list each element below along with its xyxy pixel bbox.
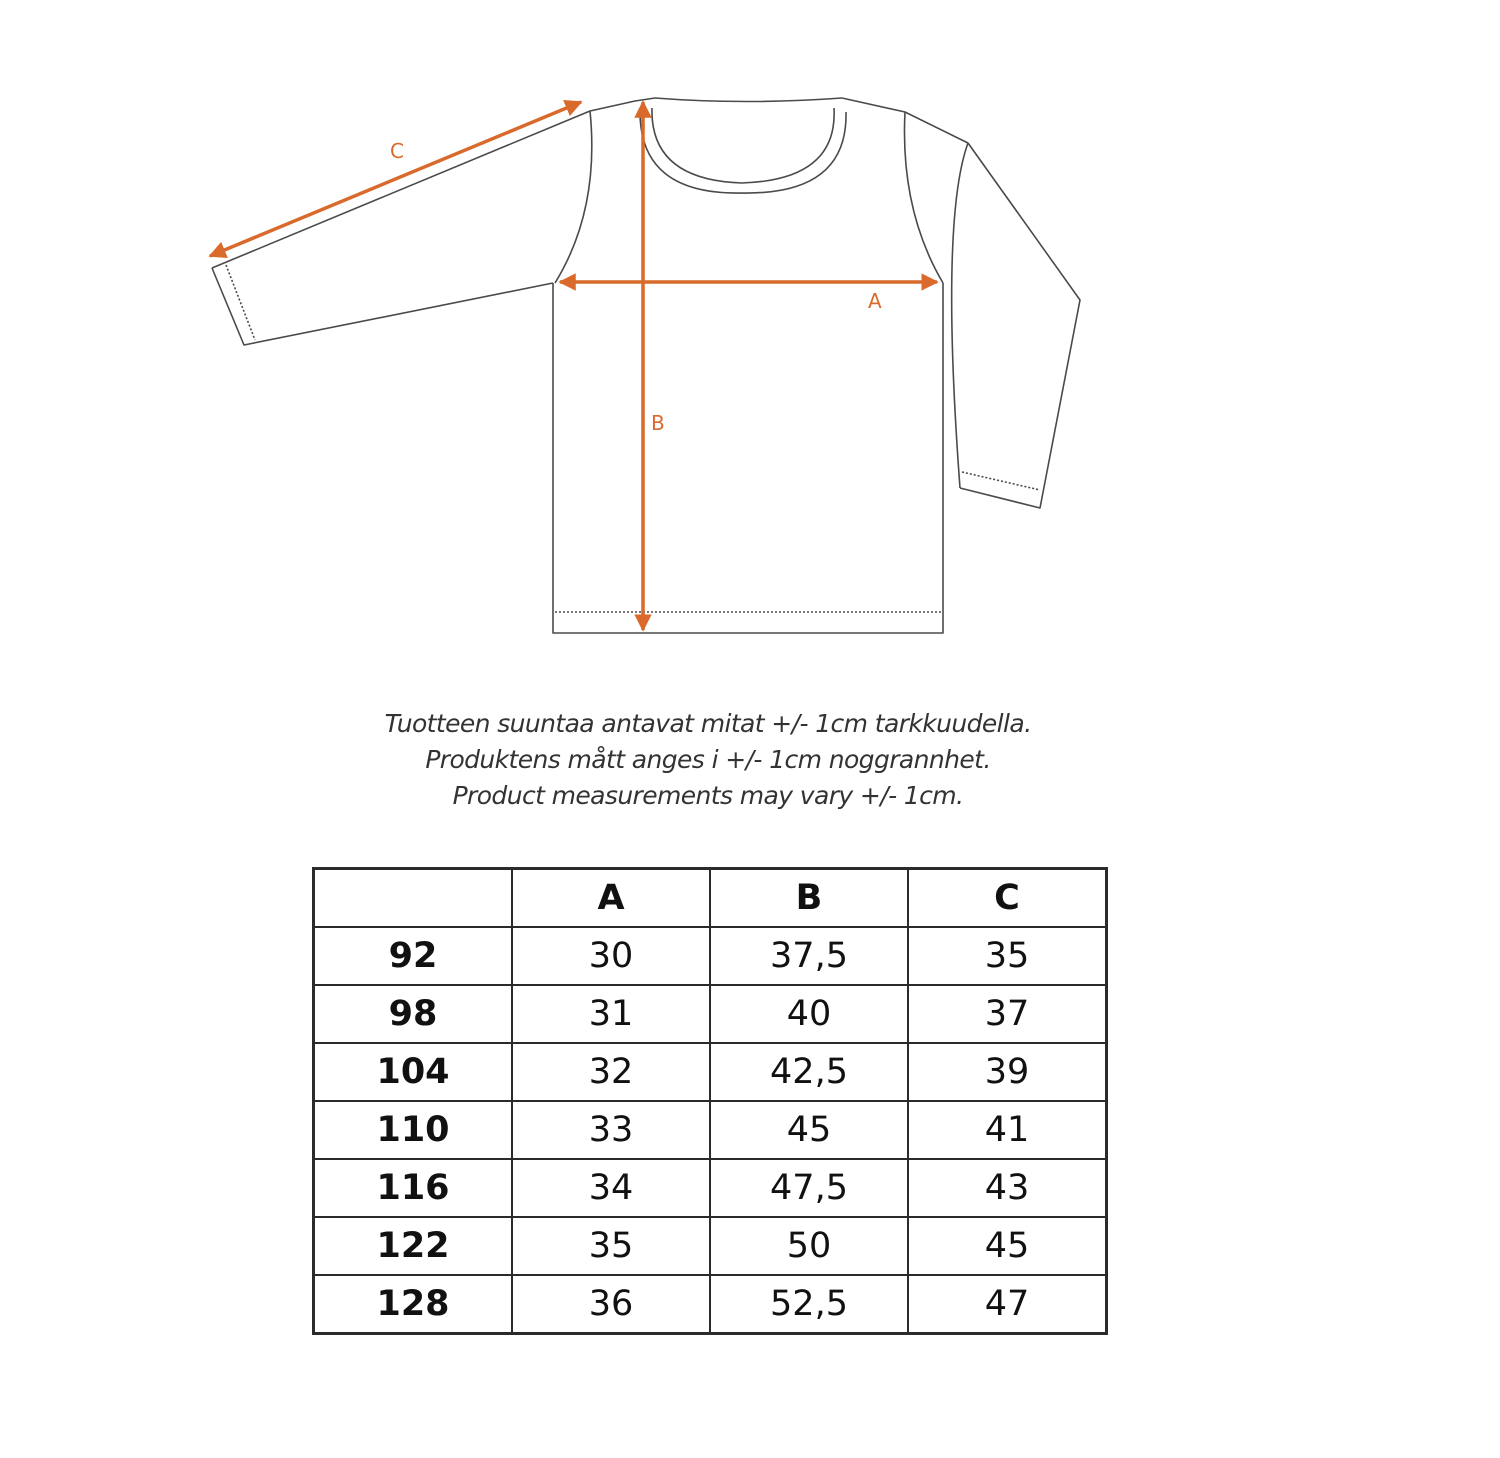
value-b: 47,5 bbox=[710, 1159, 908, 1217]
header-size bbox=[314, 869, 513, 928]
value-b: 37,5 bbox=[710, 927, 908, 985]
measure-line-c bbox=[210, 102, 581, 256]
header-b: B bbox=[710, 869, 908, 928]
size-cell: 122 bbox=[314, 1217, 513, 1275]
value-a: 32 bbox=[512, 1043, 710, 1101]
size-cell: 128 bbox=[314, 1275, 513, 1334]
table-row bbox=[314, 1159, 1107, 1217]
value-c: 45 bbox=[908, 1217, 1107, 1275]
value-a: 35 bbox=[512, 1217, 710, 1275]
header-a: A bbox=[512, 869, 710, 928]
size-cell: 116 bbox=[314, 1159, 513, 1217]
table-row bbox=[314, 927, 1107, 985]
value-c: 37 bbox=[908, 985, 1107, 1043]
note-finnish: Tuotteen suuntaa antavat mitat +/- 1cm tarkkuudella. bbox=[384, 709, 1032, 738]
note-swedish: Produktens mått anges i +/- 1cm noggrannhet. bbox=[425, 745, 991, 774]
value-a: 36 bbox=[512, 1275, 710, 1334]
table-row bbox=[314, 985, 1107, 1043]
measurement-notes bbox=[0, 706, 1416, 814]
table-row bbox=[314, 1217, 1107, 1275]
value-c: 39 bbox=[908, 1043, 1107, 1101]
value-c: 47 bbox=[908, 1275, 1107, 1334]
value-a: 30 bbox=[512, 927, 710, 985]
size-cell: 92 bbox=[314, 927, 513, 985]
label-c: C bbox=[390, 139, 404, 163]
label-b: B bbox=[651, 411, 665, 435]
table-row bbox=[314, 1275, 1107, 1334]
label-a: A bbox=[868, 289, 882, 313]
measure-lines bbox=[210, 102, 937, 630]
value-b: 42,5 bbox=[710, 1043, 908, 1101]
shirt-measurement-diagram bbox=[0, 0, 1500, 680]
shirt-outline bbox=[212, 98, 1080, 633]
size-cell: 110 bbox=[314, 1101, 513, 1159]
size-cell: 104 bbox=[314, 1043, 513, 1101]
value-b: 50 bbox=[710, 1217, 908, 1275]
value-b: 40 bbox=[710, 985, 908, 1043]
value-b: 52,5 bbox=[710, 1275, 908, 1334]
value-c: 43 bbox=[908, 1159, 1107, 1217]
value-a: 34 bbox=[512, 1159, 710, 1217]
table-row bbox=[314, 1043, 1107, 1101]
value-c: 35 bbox=[908, 927, 1107, 985]
value-c: 41 bbox=[908, 1101, 1107, 1159]
size-table bbox=[312, 867, 1108, 1335]
value-b: 45 bbox=[710, 1101, 908, 1159]
table-row bbox=[314, 1101, 1107, 1159]
size-cell: 98 bbox=[314, 985, 513, 1043]
note-english: Product measurements may vary +/- 1cm. bbox=[452, 781, 964, 810]
header-c: C bbox=[908, 869, 1107, 928]
value-a: 33 bbox=[512, 1101, 710, 1159]
value-a: 31 bbox=[512, 985, 710, 1043]
table-header-row bbox=[314, 869, 1107, 928]
